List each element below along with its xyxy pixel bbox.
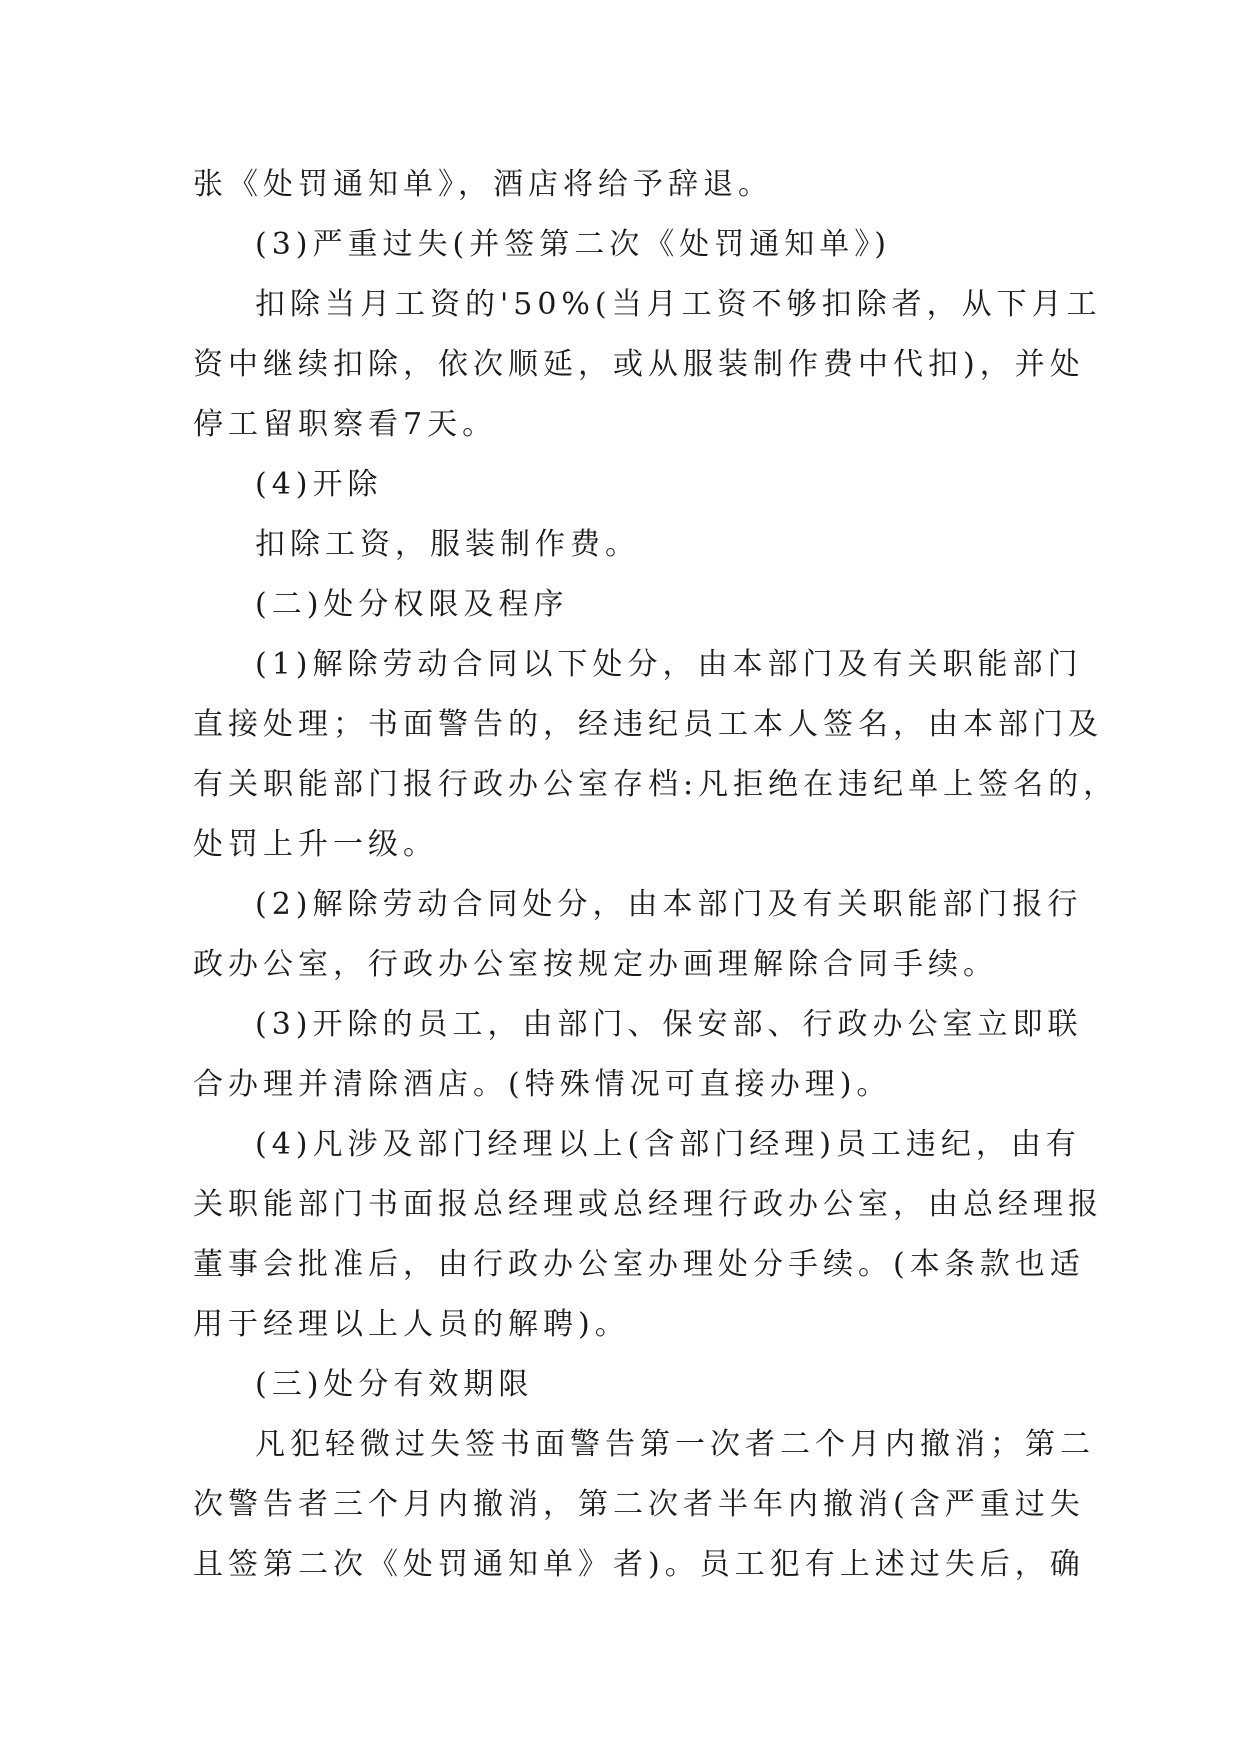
text-line: 且签第二次《处罚通知单》者)。员工犯有上述过失后，确 — [193, 1547, 1085, 1582]
text-line: 董事会批准后，由行政办公室办理处分手续。(本条款也适 — [193, 1247, 1085, 1282]
text-line: (4)开除 — [255, 467, 383, 502]
document-body — [193, 155, 1119, 1595]
text-line: 张《处罚通知单》，酒店将给予辞退。 — [193, 167, 773, 202]
text-line: 用于经理以上人员的解聘)。 — [193, 1307, 630, 1342]
text-line: (1)解除劳动合同以下处分，由本部门及有关职能部门 — [255, 647, 1083, 682]
text-line: 扣除当月工资的'50%(当月工资不够扣除者，从下月工 — [255, 287, 1102, 322]
text-line: 关职能部门书面报总经理或总经理行政办公室，由总经理报 — [193, 1187, 1103, 1222]
text-line: (4)凡涉及部门经理以上(含部门经理)员工违纪，由有 — [255, 1127, 1081, 1162]
text-line: (3)严重过失(并签第二次《处罚通知单》) — [255, 227, 891, 262]
text-line: 直接处理；书面警告的，经违纪员工本人签名，由本部门及 — [193, 707, 1103, 742]
text-line: 次警告者三个月内撤消，第二次者半年内撤消(含严重过失 — [193, 1487, 1085, 1522]
text-line: 合办理并清除酒店。(特殊情况可直接办理)。 — [193, 1067, 892, 1102]
section-heading: (三)处分有效期限 — [255, 1367, 534, 1402]
text-line: 处罚上升一级。 — [193, 827, 438, 862]
text-line: 扣除工资，服装制作费。 — [255, 527, 640, 562]
text-line: 停工留职察看7天。 — [193, 407, 498, 442]
text-line: 有关职能部门报行政办公室存档:凡拒绝在违纪单上签名的， — [193, 767, 1119, 802]
text-line: (3)开除的员工，由部门、保安部、行政办公室立即联 — [255, 1007, 1083, 1042]
text-line: 政办公室，行政办公室按规定办画理解除合同手续。 — [193, 947, 998, 982]
text-line: (2)解除劳动合同处分，由本部门及有关职能部门报行 — [255, 887, 1083, 922]
text-line: 凡犯轻微过失签书面警告第一次者二个月内撤消；第二 — [255, 1427, 1095, 1462]
section-heading: (二)处分权限及程序 — [255, 587, 569, 622]
text-line: 资中继续扣除，依次顺延，或从服装制作费中代扣)，并处 — [193, 347, 1085, 382]
